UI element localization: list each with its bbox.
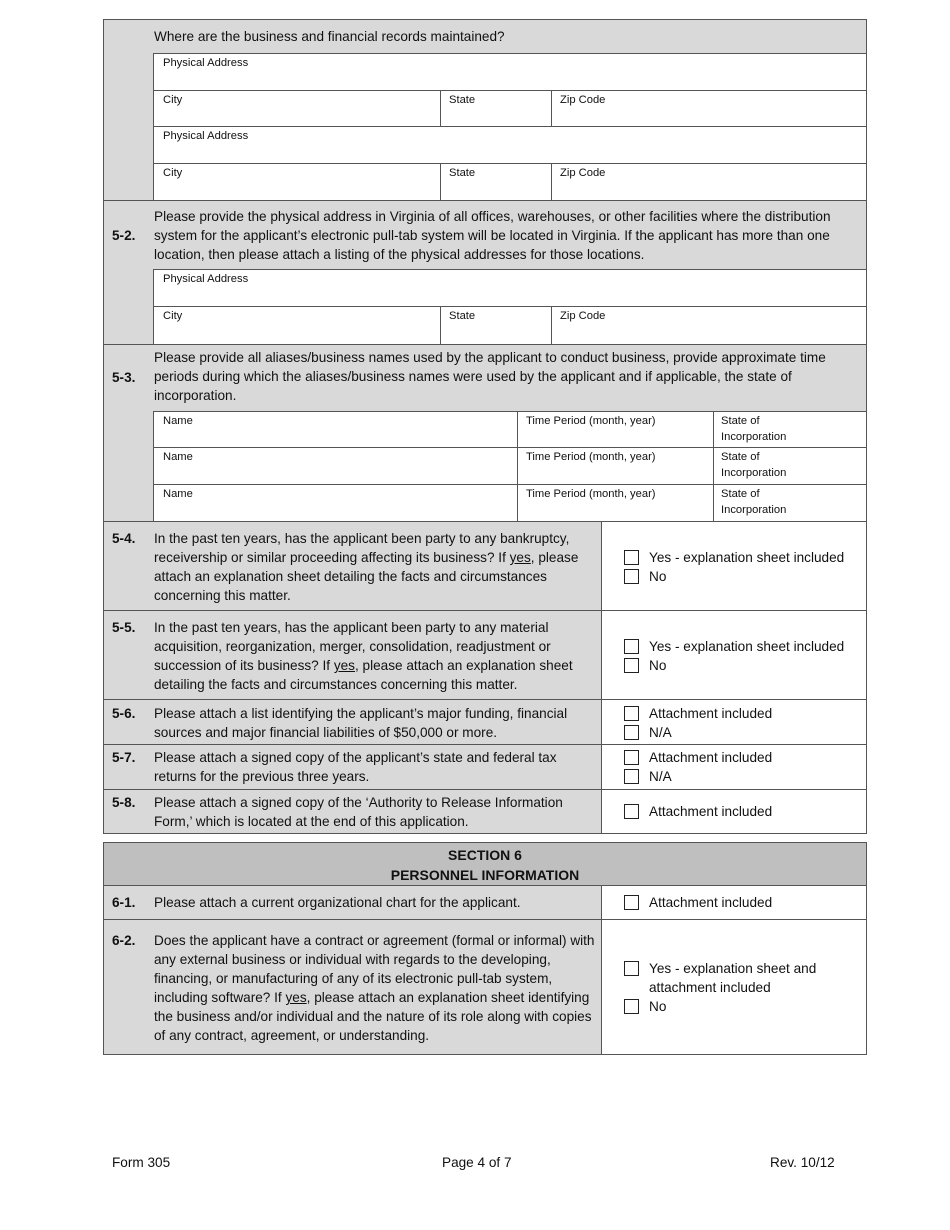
- alias-period-3[interactable]: [517, 484, 714, 522]
- alias-period-label: Time Period (month, year): [526, 415, 656, 427]
- records-state-2[interactable]: [440, 163, 552, 201]
- question-number-6-2: 6-2.: [112, 933, 136, 948]
- physical-address-label: Physical Address: [163, 273, 249, 285]
- option-label: Yes - explanation sheet and attachment included: [649, 961, 817, 995]
- alias-name-2[interactable]: [153, 447, 518, 485]
- checkbox[interactable]: [624, 999, 639, 1014]
- facility-city[interactable]: [153, 306, 441, 345]
- facility-state[interactable]: [440, 306, 552, 345]
- checkbox[interactable]: [624, 769, 639, 784]
- question-text-5-7: Please attach a signed copy of the applicant’s state and federal tax returns for the previous three years.: [154, 750, 557, 784]
- physical-address-label: Physical Address: [163, 57, 249, 69]
- option-5-5-yes[interactable]: [624, 637, 864, 656]
- option-label: No: [649, 999, 667, 1014]
- question-text-5-8: Please attach a signed copy of the ‘Authority to Release Information Form,’ which is located at the end of this application.: [154, 795, 563, 829]
- option-6-2-no[interactable]: [624, 997, 844, 1016]
- records-address-1[interactable]: [153, 53, 867, 91]
- option-5-4-no[interactable]: [624, 567, 864, 586]
- records-city-2[interactable]: [153, 163, 441, 201]
- option-label: N/A: [649, 725, 672, 740]
- checkbox[interactable]: [624, 550, 639, 565]
- city-label: City: [163, 310, 183, 322]
- records-zip-1[interactable]: [551, 90, 867, 127]
- zip-label: Zip Code: [560, 94, 606, 106]
- option-label: Attachment included: [649, 804, 773, 819]
- option-5-5-no[interactable]: [624, 656, 864, 675]
- section-title: SECTION 6: [448, 847, 522, 863]
- option-5-7-attachment[interactable]: [624, 748, 864, 767]
- option-label: No: [649, 569, 667, 584]
- checkbox[interactable]: [624, 639, 639, 654]
- alias-state-2[interactable]: [713, 447, 867, 485]
- question-text-5-5: In the past ten years, has the applicant been party to any material acquisition, reorganization, merger, consolidation, readjustment or succession of its business? If yes, please attach an explanation sheet detailing the facts and circumstances concerning this matter.: [154, 620, 573, 692]
- facility-zip[interactable]: [551, 306, 867, 345]
- question-text-5-3: Please provide all aliases/business names used by the applicant to conduct business, provide approximate time periods during which the aliases/business names were used by the applicant and if applicable, the state of incorporation.: [154, 350, 826, 403]
- question-number-5-6: 5-6.: [112, 706, 136, 721]
- alias-state-label: State of Incorporation: [721, 488, 787, 516]
- records-city-1[interactable]: [153, 90, 441, 127]
- facility-address[interactable]: [153, 269, 867, 307]
- question-text-5-2: Please provide the physical address in Virginia of all offices, warehouses, or other facilities where the distribution system for the applicant’s electronic pull-tab system will be located in Virginia. If the applicant has more than one location, then please attach a listing of the physical addresses for those locations.: [154, 209, 831, 262]
- state-label: State: [449, 310, 476, 322]
- question-number-5-4: 5-4.: [112, 531, 136, 546]
- alias-name-label: Name: [163, 451, 193, 463]
- question-number-6-1: 6-1.: [112, 895, 136, 910]
- alias-name-label: Name: [163, 415, 193, 427]
- option-5-4-yes[interactable]: [624, 548, 864, 567]
- physical-address-label: Physical Address: [163, 130, 249, 142]
- alias-state-1[interactable]: [713, 411, 867, 448]
- option-5-7-na[interactable]: [624, 767, 864, 786]
- question-number-5-7: 5-7.: [112, 750, 136, 765]
- question-text-6-2: Does the applicant have a contract or agreement (formal or informal) with any external business or individual with regards to the developing, financing, or manufacturing of any of its electronic pull-tab system, including software? If yes, please attach an explanation sheet identifying the business and/or individual and the nature of its role along with copies of any contract, agreement, or understanding.: [154, 933, 595, 1043]
- alias-period-label: Time Period (month, year): [526, 451, 656, 463]
- footer-form-number: Form 305: [112, 1155, 171, 1170]
- alias-name-3[interactable]: [153, 484, 518, 522]
- checkbox[interactable]: [624, 658, 639, 673]
- question-number-5-8: 5-8.: [112, 795, 136, 810]
- zip-label: Zip Code: [560, 167, 606, 179]
- checkbox[interactable]: [624, 804, 639, 819]
- option-label: No: [649, 658, 667, 673]
- option-6-1-attachment[interactable]: [624, 893, 864, 912]
- option-label: Attachment included: [649, 706, 773, 721]
- alias-name-1[interactable]: [153, 411, 518, 448]
- records-zip-2[interactable]: [551, 163, 867, 201]
- question-number-5-3: 5-3.: [112, 370, 136, 385]
- option-label: Yes - explanation sheet included: [649, 550, 845, 565]
- alias-state-label: State of Incorporation: [721, 451, 787, 479]
- checkbox[interactable]: [624, 895, 639, 910]
- alias-name-label: Name: [163, 488, 193, 500]
- city-label: City: [163, 167, 183, 179]
- option-5-6-na[interactable]: [624, 723, 864, 742]
- checkbox[interactable]: [624, 706, 639, 721]
- question-number-5-2: 5-2.: [112, 228, 136, 243]
- checkbox[interactable]: [624, 569, 639, 584]
- checkbox[interactable]: [624, 725, 639, 740]
- alias-state-label: State of Incorporation: [721, 415, 787, 443]
- alias-period-1[interactable]: [517, 411, 714, 448]
- zip-label: Zip Code: [560, 310, 606, 322]
- city-label: City: [163, 94, 183, 106]
- footer-revision: Rev. 10/12: [770, 1155, 835, 1170]
- checkbox[interactable]: [624, 961, 639, 976]
- option-label: Attachment included: [649, 750, 773, 765]
- section-6-header: [103, 842, 867, 886]
- option-6-2-yes[interactable]: [624, 959, 844, 997]
- alias-period-label: Time Period (month, year): [526, 488, 656, 500]
- footer-page-number: Page 4 of 7: [442, 1155, 512, 1170]
- option-label: N/A: [649, 769, 672, 784]
- section-subtitle: PERSONNEL INFORMATION: [390, 867, 580, 883]
- state-label: State: [449, 167, 476, 179]
- option-label: Yes - explanation sheet included: [649, 639, 845, 654]
- option-5-8-attachment[interactable]: [624, 802, 864, 821]
- state-label: State: [449, 94, 476, 106]
- checkbox[interactable]: [624, 750, 639, 765]
- records-address-2[interactable]: [153, 126, 867, 164]
- question-number-5-5: 5-5.: [112, 620, 136, 635]
- records-state-1[interactable]: [440, 90, 552, 127]
- question-text-6-1: Please attach a current organizational chart for the applicant.: [154, 895, 521, 910]
- option-5-6-attachment[interactable]: [624, 704, 864, 723]
- records-question: Where are the business and financial records maintained?: [154, 29, 505, 44]
- alias-state-3[interactable]: [713, 484, 867, 522]
- option-label: Attachment included: [649, 895, 773, 910]
- alias-period-2[interactable]: [517, 447, 714, 485]
- question-text-5-4: In the past ten years, has the applicant been party to any bankruptcy, receivership or similar proceeding affecting its business? If yes, please attach an explanation sheet detailing the facts and circumstances concerning this matter.: [154, 531, 579, 603]
- question-text-5-6: Please attach a list identifying the applicant’s major funding, financial sources and major financial liabilities of $50,000 or more.: [154, 706, 568, 740]
